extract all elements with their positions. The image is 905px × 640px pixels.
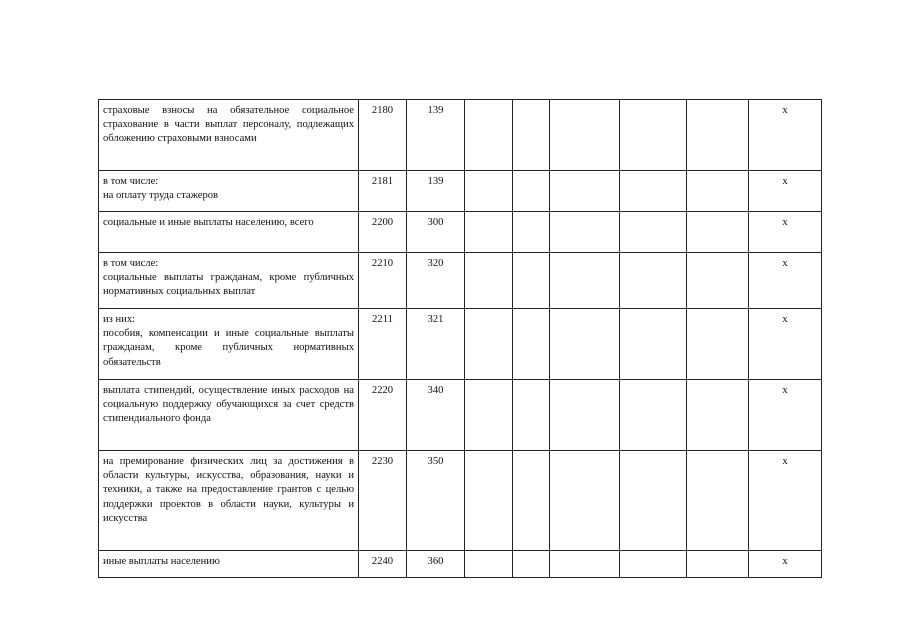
row-description: в том числе: на оплату труда стажеров bbox=[99, 171, 359, 212]
row-description: выплата стипендий, осуществление иных расходов на социальную поддержку обучающихся за счет средств стипендиального фонда bbox=[99, 380, 359, 451]
empty-cell bbox=[687, 451, 749, 551]
row-kosgu-code: 320 bbox=[407, 253, 465, 309]
empty-cell bbox=[550, 212, 620, 253]
row-line-code: 2200 bbox=[359, 212, 407, 253]
empty-cell bbox=[687, 551, 749, 578]
table-row bbox=[99, 309, 822, 380]
row-kosgu-code: 139 bbox=[407, 100, 465, 171]
row-kosgu-code: 360 bbox=[407, 551, 465, 578]
row-description: из них: пособия, компенсации и иные социальные выплаты гражданам, кроме публичных нормативных обязательств bbox=[99, 309, 359, 380]
empty-cell bbox=[465, 253, 513, 309]
table-row bbox=[99, 253, 822, 309]
empty-cell bbox=[465, 100, 513, 171]
empty-cell bbox=[620, 253, 687, 309]
empty-cell bbox=[465, 551, 513, 578]
row-kosgu-code: 139 bbox=[407, 171, 465, 212]
table-row bbox=[99, 451, 822, 551]
row-kosgu-code: 321 bbox=[407, 309, 465, 380]
row-line-code: 2180 bbox=[359, 100, 407, 171]
row-description: социальные и иные выплаты населению, всего bbox=[99, 212, 359, 253]
row-mark: х bbox=[749, 212, 822, 253]
row-line-code: 2240 bbox=[359, 551, 407, 578]
table-row bbox=[99, 212, 822, 253]
row-kosgu-code: 340 bbox=[407, 380, 465, 451]
empty-cell bbox=[513, 309, 550, 380]
empty-cell bbox=[620, 380, 687, 451]
row-mark: х bbox=[749, 380, 822, 451]
empty-cell bbox=[620, 100, 687, 171]
empty-cell bbox=[620, 171, 687, 212]
row-mark: х bbox=[749, 100, 822, 171]
empty-cell bbox=[513, 551, 550, 578]
empty-cell bbox=[465, 451, 513, 551]
row-mark: х bbox=[749, 253, 822, 309]
empty-cell bbox=[620, 551, 687, 578]
empty-cell bbox=[620, 451, 687, 551]
row-description: в том числе: социальные выплаты гражданам, кроме публичных нормативных социальных выплат bbox=[99, 253, 359, 309]
empty-cell bbox=[550, 309, 620, 380]
table-row bbox=[99, 380, 822, 451]
row-mark: х bbox=[749, 309, 822, 380]
empty-cell bbox=[513, 171, 550, 212]
empty-cell bbox=[465, 171, 513, 212]
row-line-code: 2211 bbox=[359, 309, 407, 380]
empty-cell bbox=[687, 253, 749, 309]
row-line-code: 2220 bbox=[359, 380, 407, 451]
table-row bbox=[99, 171, 822, 212]
empty-cell bbox=[465, 380, 513, 451]
row-kosgu-code: 300 bbox=[407, 212, 465, 253]
row-mark: х bbox=[749, 551, 822, 578]
empty-cell bbox=[513, 253, 550, 309]
empty-cell bbox=[687, 212, 749, 253]
empty-cell bbox=[465, 212, 513, 253]
table-row bbox=[99, 551, 822, 578]
expenditure-table bbox=[98, 99, 822, 578]
row-mark: х bbox=[749, 451, 822, 551]
row-description: иные выплаты населению bbox=[99, 551, 359, 578]
empty-cell bbox=[550, 380, 620, 451]
table-row bbox=[99, 100, 822, 171]
empty-cell bbox=[620, 309, 687, 380]
row-description: страховые взносы на обязательное социальное страхование в части выплат персоналу, подлежащих обложению страховыми взносами bbox=[99, 100, 359, 171]
empty-cell bbox=[687, 380, 749, 451]
row-description: на премирование физических лиц за достижения в области культуры, искусства, образования, науки и техники, а также на предоставление грантов с целью поддержки проектов в области науки, культуры и искусства bbox=[99, 451, 359, 551]
empty-cell bbox=[687, 171, 749, 212]
empty-cell bbox=[465, 309, 513, 380]
empty-cell bbox=[513, 380, 550, 451]
row-mark: х bbox=[749, 171, 822, 212]
row-line-code: 2181 bbox=[359, 171, 407, 212]
empty-cell bbox=[687, 309, 749, 380]
row-line-code: 2230 bbox=[359, 451, 407, 551]
empty-cell bbox=[513, 212, 550, 253]
empty-cell bbox=[550, 171, 620, 212]
empty-cell bbox=[513, 451, 550, 551]
empty-cell bbox=[550, 551, 620, 578]
empty-cell bbox=[550, 451, 620, 551]
row-kosgu-code: 350 bbox=[407, 451, 465, 551]
empty-cell bbox=[687, 100, 749, 171]
empty-cell bbox=[620, 212, 687, 253]
empty-cell bbox=[550, 100, 620, 171]
row-line-code: 2210 bbox=[359, 253, 407, 309]
empty-cell bbox=[513, 100, 550, 171]
empty-cell bbox=[550, 253, 620, 309]
